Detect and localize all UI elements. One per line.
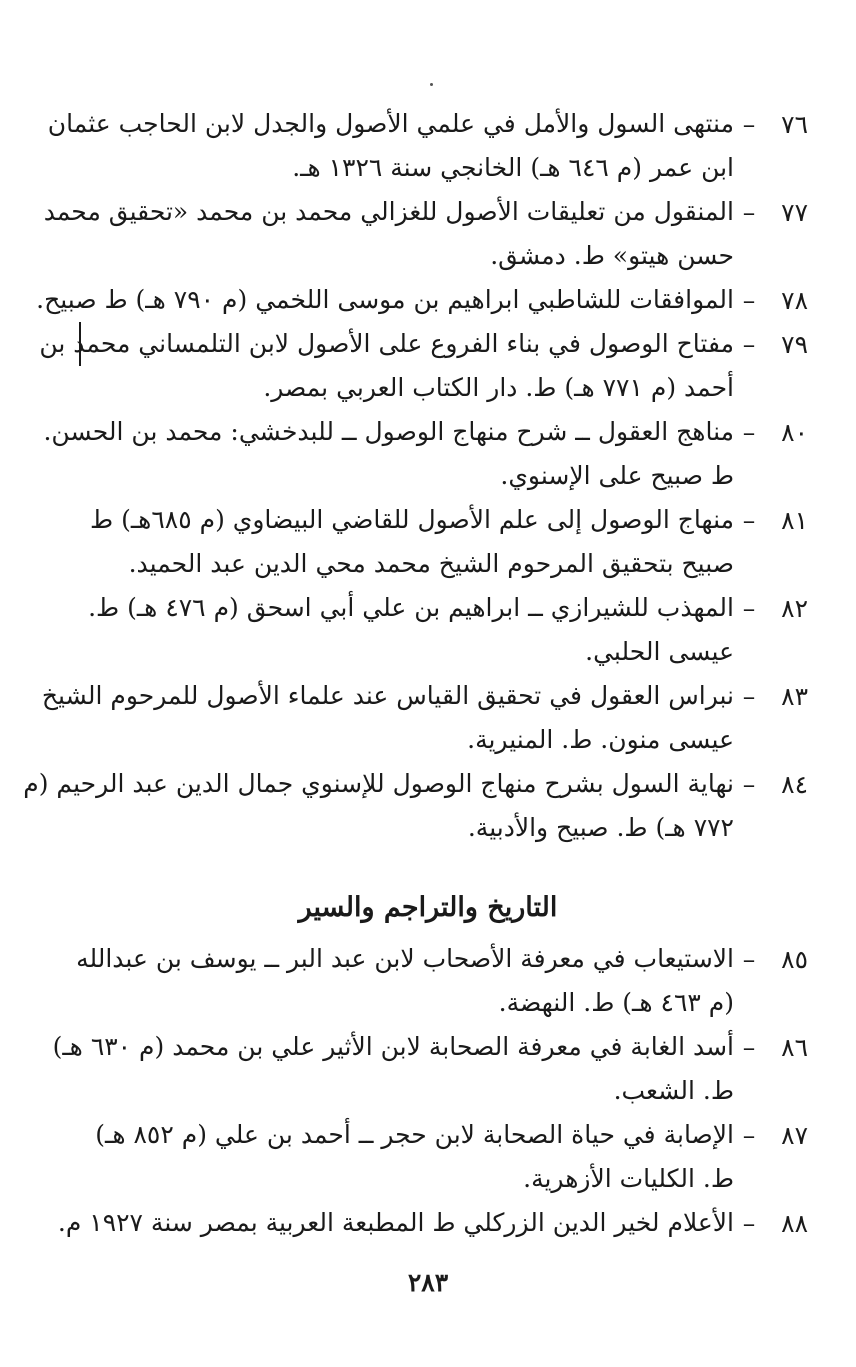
- entry-77: [43, 190, 808, 278]
- entry-80: [43, 410, 808, 498]
- entry-line: الاستيعاب في معرفة الأصحاب لابن عبد البر ــ يوسف بن عبدالله: [76, 944, 734, 973]
- entry-number: ٧٨: [781, 286, 808, 315]
- entry-text: [68, 1113, 734, 1201]
- entry-79: [39, 322, 808, 410]
- entry-83: [41, 674, 808, 762]
- entry-85: [68, 937, 808, 1025]
- entry-number: ٨٥: [781, 945, 808, 974]
- entry-line: نهاية السول بشرح منهاج الوصول للإسنوي جمال الدين عبد الرحيم (م: [23, 769, 734, 798]
- entry-dash: –: [742, 286, 756, 315]
- entry-dash: –: [742, 110, 756, 139]
- entry-text: [39, 322, 734, 410]
- entry-line: نبراس العقول في تحقيق القياس عند علماء الأصول للمرحوم الشيخ: [41, 681, 734, 710]
- entry-dash: –: [742, 770, 756, 799]
- entry-line: عيسى منون. ط. المنيرية.: [467, 725, 734, 754]
- entry-line: مفتاح الوصول في بناء الفروع على الأصول لابن التلمساني محمد بن: [39, 329, 734, 358]
- entry-number: ٧٦: [781, 110, 808, 139]
- entry-line: ط صبيح على الإسنوي.: [500, 461, 734, 490]
- entry-87: [68, 1113, 808, 1201]
- entry-line: صبيح بتحقيق المرحوم الشيخ محمد محي الدين عبد الحميد.: [128, 549, 734, 578]
- entry-text: [58, 1201, 734, 1245]
- entry-text: [44, 190, 734, 278]
- entry-number: ٨٠: [781, 418, 808, 447]
- section-heading: التاريخ والتراجم والسير: [298, 892, 558, 923]
- entry-number: ٨١: [781, 506, 808, 535]
- entry-number: ٧٧: [781, 198, 808, 227]
- entry-line: الموافقات للشاطبي ابراهيم بن موسى اللخمي (م ٧٩٠ هـ) ط صبيح.: [36, 285, 734, 314]
- entry-line: (م ٤٦٣ هـ) ط. النهضة.: [498, 988, 734, 1017]
- entry-76: [47, 102, 808, 190]
- entry-text: [23, 762, 734, 850]
- entry-line: المنقول من تعليقات الأصول للغزالي محمد بن محمد «تحقيق محمد: [43, 197, 734, 226]
- page-number: ٢٨٣: [407, 1268, 449, 1297]
- entry-text: [53, 1025, 734, 1113]
- entry-dash: –: [742, 418, 756, 447]
- dot-mark: [430, 83, 433, 86]
- bibliography-list-history: [52, 937, 808, 1245]
- entry-86: [52, 1025, 808, 1113]
- entry-line: ط. الكليات الأزهرية.: [523, 1164, 734, 1193]
- entry-line: ابن عمر (م ٦٤٦ هـ) الخانجي سنة ١٣٢٦ هـ.: [292, 153, 734, 182]
- entry-line: منهاج الوصول إلى علم الأصول للقاضي البيضاوي (م ٦٨٥هـ) ط: [90, 505, 734, 534]
- bibliography-list-usul: [23, 102, 808, 850]
- entry-82: [88, 586, 808, 674]
- entry-number: ٨٧: [781, 1121, 808, 1150]
- entry-dash: –: [742, 1121, 756, 1150]
- entry-text: [42, 674, 734, 762]
- entry-line: ط. الشعب.: [613, 1076, 734, 1105]
- entry-81: [90, 498, 808, 586]
- entry-line: أحمد (م ٧٧١ هـ) ط. دار الكتاب العربي بمصر.: [263, 373, 734, 402]
- entry-number: ٨٣: [781, 682, 808, 711]
- entry-line: حسن هيتو» ط. دمشق.: [490, 241, 734, 270]
- entry-line: منتهى السول والأمل في علمي الأصول والجدل لابن الحاجب عثمان: [47, 109, 734, 138]
- entry-number: ٨٤: [781, 770, 808, 799]
- entry-dash: –: [742, 682, 756, 711]
- entry-text: [90, 498, 734, 586]
- entry-dash: –: [742, 506, 756, 535]
- entry-dash: –: [742, 1209, 756, 1238]
- entry-line: ٧٧٢ هـ) ط. صبيح والأدبية.: [467, 813, 734, 842]
- entry-dash: –: [742, 1033, 756, 1062]
- entry-number: ٧٩: [781, 330, 808, 359]
- entry-line: مناهج العقول ــ شرح منهاج الوصول ــ للبدخشي: محمد بن الحسن.: [43, 417, 734, 446]
- entry-line: عيسى الحلبي.: [585, 637, 734, 666]
- entry-text: [36, 278, 734, 322]
- entry-text: [88, 586, 734, 674]
- entry-number: ٨٦: [781, 1033, 808, 1062]
- entry-text: [48, 102, 734, 190]
- entry-88: [57, 1201, 808, 1245]
- entry-number: ٨٢: [781, 594, 808, 623]
- entry-dash: –: [742, 330, 756, 359]
- entry-line: الإصابة في حياة الصحابة لابن حجر ــ أحمد بن علي (م ٨٥٢ هـ): [95, 1120, 734, 1149]
- entry-78: [36, 278, 808, 322]
- entry-text: [43, 410, 734, 498]
- entry-text: [68, 937, 734, 1025]
- entry-line: المهذب للشيرازي ــ ابراهيم بن علي أبي اسحق (م ٤٧٦ هـ) ط.: [88, 593, 734, 622]
- entry-84: [23, 762, 808, 850]
- entry-line: الأعلام لخير الدين الزركلي ط المطبعة العربية بمصر سنة ١٩٢٧ م.: [57, 1208, 734, 1237]
- entry-dash: –: [742, 945, 756, 974]
- entry-dash: –: [742, 198, 756, 227]
- entry-number: ٨٨: [781, 1209, 808, 1238]
- entry-line: أسد الغابة في معرفة الصحابة لابن الأثير علي بن محمد (م ٦٣٠ هـ): [52, 1032, 734, 1061]
- entry-dash: –: [742, 594, 756, 623]
